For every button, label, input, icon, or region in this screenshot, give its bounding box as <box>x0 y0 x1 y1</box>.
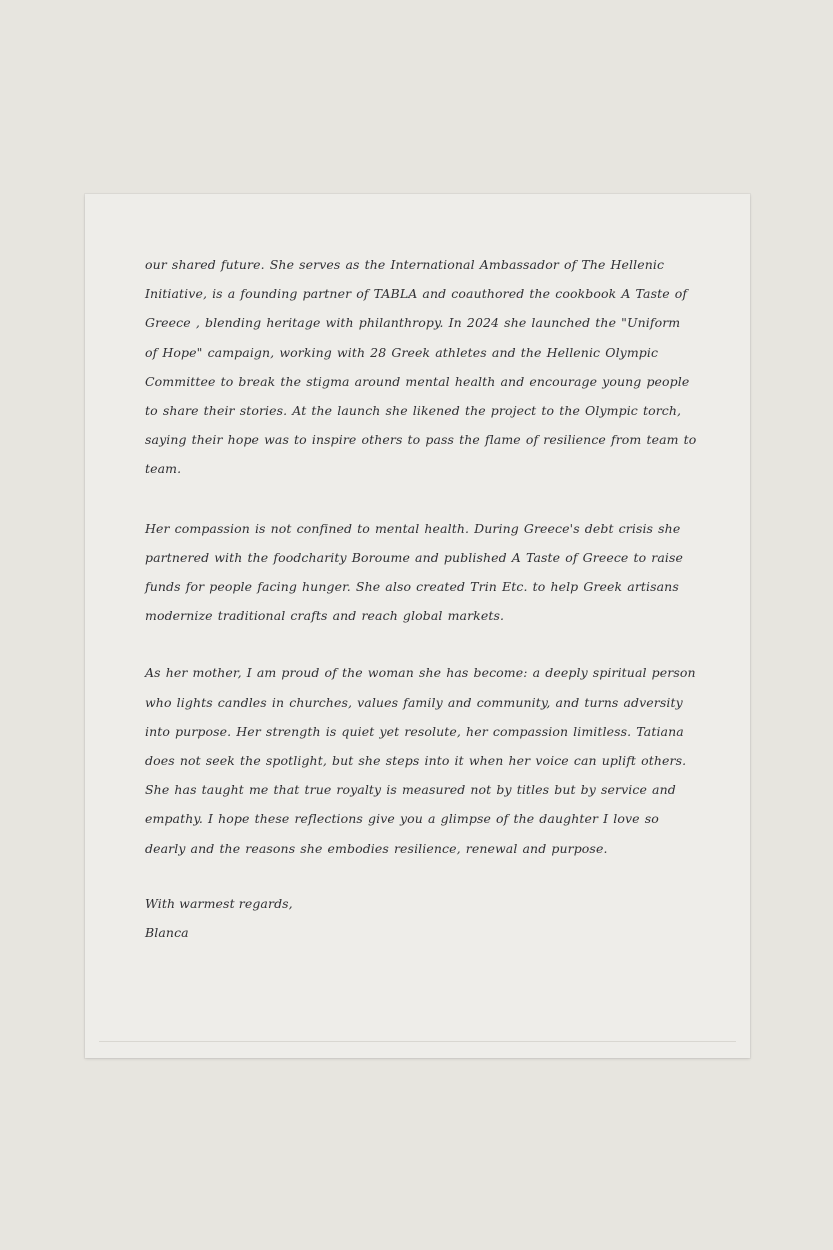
paper-edge-line <box>99 1041 736 1042</box>
letter-paper <box>85 194 750 1058</box>
closing-line: With warmest regards, <box>145 895 293 911</box>
letter-body <box>145 250 697 947</box>
signature: Blanca <box>145 925 189 941</box>
paragraph-compassion: Her compassion is not confined to mental health. During Greece's debt crisis she partnered with the foodcharity Boroume and published A Taste of Greece to raise funds for people facing hunger. She also created Trin Etc. to help Greek artisans modernize traditional crafts and reach global markets. <box>145 520 684 624</box>
paragraph-ambassador: our shared future. She serves as the International Ambassador of The Hellenic Initiative, is a founding partner of TABLA and coauthored the cookbook A Taste of Greece , blending heritage with philanthropy. In 2024 she launched the "Uniform of Hope" campaign, working with 28 Greek athletes and the Hellenic Olympic Committee to break the stigma around mental health and encourage young people to share their stories. At the launch she likened the project to the Olympic torch, saying their hope was to inspire others to pass the flame of resilience from team to team. <box>145 257 697 477</box>
paragraph-mother: As her mother, I am proud of the woman she has become: a deeply spiritual person who lights candles in churches, values family and community, and turns adversity into purpose. Her strength is quiet yet resolute, her compassion limitless. Tatiana does not seek the spotlight, but she steps into it when her voice can uplift others. She has taught me that true royalty is measured not by titles but by service and empathy. I hope these reflections give you a glimpse of the daughter I love so dearly and the reasons she embodies resilience, renewal and purpose. <box>145 665 696 856</box>
